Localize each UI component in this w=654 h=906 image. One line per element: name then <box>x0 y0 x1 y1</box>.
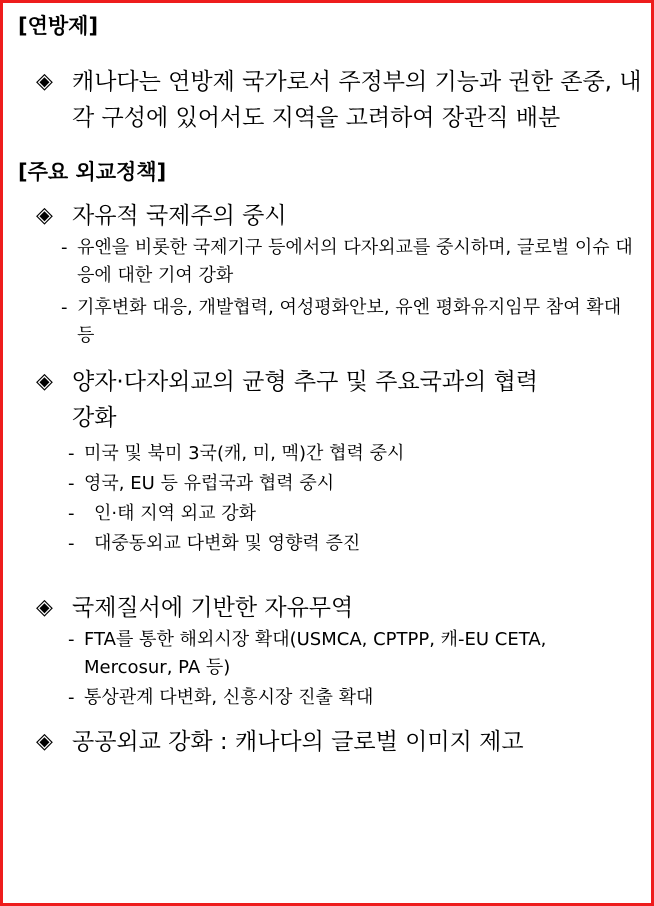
policy-sub-item-text: 통상관계 다변화, 신흥시장 진출 확대 <box>84 687 374 708</box>
dash-bullet: - <box>68 533 75 554</box>
document-body <box>18 10 643 760</box>
diamond-bullet-icon: ◈ <box>36 369 53 394</box>
policy-item-title: 양자·다자외교의 균형 추구 및 주요국과의 협력 강화 <box>72 369 539 431</box>
policy-sub-item-text: 미국 및 북미 3국(캐, 미, 멕)간 협력 중시 <box>84 443 405 464</box>
policy-sub-item-text: 인·태 지역 외교 강화 <box>94 503 256 524</box>
diamond-bullet-icon: ◈ <box>36 203 53 228</box>
dash-bullet: - <box>68 443 75 464</box>
dash-bullet: - <box>68 473 75 494</box>
policy-sub-item <box>18 626 643 682</box>
policy-item <box>18 364 643 436</box>
dash-bullet: - <box>61 297 68 318</box>
diamond-bullet-icon: ◈ <box>36 69 53 94</box>
policy-item-title: 국제질서에 기반한 자유무역 <box>72 595 354 621</box>
policy-sub-item-text: 영국, EU 등 유럽국과 협력 중시 <box>84 473 335 494</box>
policy-item-title: 자유적 국제주의 중시 <box>72 203 287 229</box>
policy-sub-item <box>18 470 643 498</box>
federalism-item-text: 캐나다는 연방제 국가로서 주정부의 기능과 권한 존중, 내각 구성에 있어서도 지역을 고려하여 장관직 배분 <box>72 69 642 131</box>
policy-sub-item <box>18 234 643 290</box>
policy-sub-item-text: 기후변화 대응, 개발협력, 여성평화안보, 유엔 평화유지임무 참여 확대 등 <box>77 297 622 346</box>
dash-bullet: - <box>68 503 75 524</box>
policy-sub-item <box>18 440 643 468</box>
policy-sub-item-text: 유엔을 비롯한 국제기구 등에서의 다자외교를 중시하며, 글로벌 이슈 대응에 대한 기여 강화 <box>77 237 633 286</box>
policy-item <box>18 724 643 760</box>
policy-sub-item <box>18 684 643 712</box>
section-heading-federalism: [연방제] <box>18 14 99 38</box>
policy-item <box>18 198 643 234</box>
policy-item <box>18 590 643 626</box>
policy-sub-item <box>18 530 643 558</box>
section-heading-foreign-policy: [주요 외교정책] <box>18 160 167 184</box>
policy-item-title: 공공외교 강화 : 캐나다의 글로벌 이미지 제고 <box>72 729 524 755</box>
policy-sub-item-text: 대중동외교 다변화 및 영향력 증진 <box>94 533 361 554</box>
federalism-item <box>18 64 643 136</box>
dash-bullet: - <box>61 237 68 258</box>
policy-sub-item <box>18 500 643 528</box>
policy-sub-item-text: FTA를 통한 해외시장 확대(USMCA, CPTPP, 캐-EU CETA, Mercosur, PA 등) <box>84 629 547 678</box>
dash-bullet: - <box>68 629 75 650</box>
dash-bullet: - <box>68 687 75 708</box>
diamond-bullet-icon: ◈ <box>36 729 53 754</box>
diamond-bullet-icon: ◈ <box>36 595 53 620</box>
policy-sub-item <box>18 294 643 350</box>
